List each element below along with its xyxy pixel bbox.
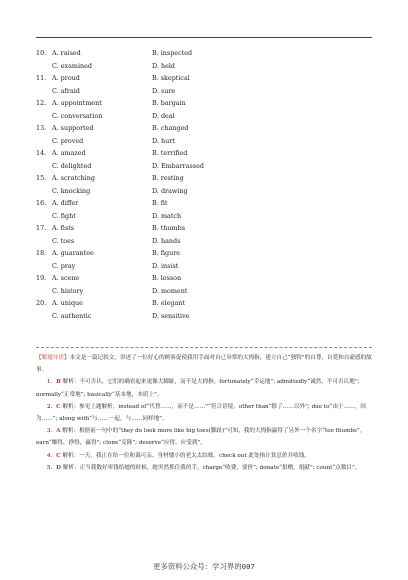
question-number: 12.: [36, 99, 47, 107]
option-d: D. insist: [152, 261, 179, 270]
option-d: D. deal: [152, 111, 175, 120]
item-text: 解析：不可否认，它们的确看起来更像大脚趾，而不是大拇指。fortunately“幸运地”; admittedly“诚然，不可否认地”; normally“正常地”; basically“基本地，本质上”。: [36, 379, 360, 398]
option-row: [36, 172, 372, 185]
option-d: D. moment: [152, 286, 188, 295]
option-c: C. history: [52, 286, 84, 295]
analysis-item: [36, 450, 372, 462]
option-c: C. delighted: [52, 161, 92, 170]
analysis-item: [36, 425, 372, 449]
option-b: B. resting: [152, 174, 184, 182]
option-row: [36, 135, 372, 148]
option-row: [36, 47, 372, 60]
question-number: 11.: [36, 74, 47, 82]
option-row: [36, 122, 372, 135]
question-number: 16.: [36, 199, 47, 207]
item-answer: A: [56, 428, 61, 435]
option-a: A. unique: [52, 299, 83, 307]
option-row: [36, 222, 372, 235]
option-b: B. lesson: [152, 274, 182, 282]
item-text: 解析：根据前一句中的“they do look more like big toes(脚趾)”可知，我的大拇指赢得了另外一个名字“toe thumbs”。earn“赚得，挣得，赢得”; clone“克隆”; deserve“应得，应受到”。: [36, 428, 366, 447]
option-b: B. terrified: [152, 149, 188, 157]
option-row: [36, 160, 372, 173]
option-b: B. elegant: [152, 299, 185, 307]
answer-analysis: [36, 352, 372, 474]
option-d: D. hurt: [152, 136, 175, 145]
question-number: 18.: [36, 249, 47, 257]
item-number: 2．: [47, 403, 57, 410]
option-a: A. amazed: [52, 149, 86, 157]
footer-note: 更多资料公众号：学习界的007: [152, 562, 256, 571]
option-d: D. match: [152, 211, 182, 220]
option-c: C. fight: [52, 211, 76, 220]
option-c: C. proved: [52, 136, 84, 145]
option-d: D. drawing: [152, 186, 188, 195]
option-row: [36, 210, 372, 223]
item-text: 解析：正当我数好零钱给她的时候，她突然抓住我的手。charge“收费，要价”; donate“捐赠，捐献”; count“点数目”。: [62, 464, 361, 471]
question-number: 19.: [36, 274, 47, 282]
option-row: [36, 85, 372, 98]
option-c: C. examined: [52, 61, 93, 70]
option-c: C. toes: [52, 236, 75, 245]
item-number: 4．: [47, 452, 57, 459]
option-row: [36, 72, 372, 85]
item-text: 解析：一天，我正在给一位和蔼可亲、身材矮小的老太太结账。check out 此处指计算总价并收钱。: [62, 452, 310, 459]
option-b: B. fit: [152, 199, 168, 207]
option-a: A. differ: [52, 199, 79, 207]
analysis-item: [36, 401, 372, 425]
option-row: [36, 235, 372, 248]
question-number: 15.: [36, 174, 47, 182]
analysis-item: [36, 462, 372, 474]
option-b: B. thumbs: [152, 224, 185, 232]
option-a: A. proud: [52, 74, 80, 82]
option-row: [36, 285, 372, 298]
question-number: 10.: [36, 49, 47, 57]
option-row: [36, 310, 372, 323]
option-d: D. sure: [152, 86, 176, 95]
option-a: A. supported: [52, 124, 94, 132]
analysis-tag: 【解题导语】: [36, 355, 70, 361]
question-number: 20.: [36, 299, 47, 307]
option-row: [36, 260, 372, 273]
option-row: [36, 60, 372, 73]
option-row: [36, 197, 372, 210]
item-number: 1．: [47, 379, 57, 386]
question-number: 17.: [36, 224, 47, 232]
option-row: [36, 272, 372, 285]
option-d: D. held: [152, 61, 175, 70]
answer-options-list: [36, 47, 372, 322]
option-row: [36, 185, 372, 198]
option-c: C. afraid: [52, 86, 80, 95]
option-a: A. fists: [52, 224, 75, 232]
option-a: A. scene: [52, 274, 80, 282]
option-c: C. knocking: [52, 186, 91, 195]
section-divider: [36, 347, 372, 348]
option-row: [36, 147, 372, 160]
item-answer: C: [56, 452, 61, 459]
option-b: B. bargain: [152, 99, 186, 107]
top-divider: [36, 37, 372, 38]
item-number: 3．: [47, 428, 57, 435]
option-a: A. appointment: [52, 99, 102, 107]
item-answer: C: [56, 403, 61, 410]
intro-text: 本文是一篇记叙文，讲述了一位好心的顾客促使我用手面对自己异常的大拇指，建立自己“独特”的自尊，自爱和自豪感的故事。: [36, 355, 372, 374]
item-text: 解析：参见上题解析。instead of“代替……，而不是……”“符合语境。other than“除了……以外”; due to“由于……，因为……”; along with“与……一起，与……同样地”。: [36, 403, 366, 423]
item-number: 5．: [47, 464, 57, 471]
question-number: 14.: [36, 149, 47, 157]
option-b: B. inspected: [152, 49, 193, 57]
option-a: A. raised: [52, 49, 81, 57]
option-row: [36, 97, 372, 110]
option-d: D. Embarrassed: [152, 161, 204, 170]
option-c: C. conversation: [52, 111, 103, 120]
option-b: B. figure: [152, 249, 181, 257]
option-c: C. pray: [52, 261, 76, 270]
option-a: A. scratching: [52, 174, 95, 182]
analysis-intro: [36, 352, 372, 376]
option-d: D. sensitive: [152, 311, 190, 320]
option-c: C. authentic: [52, 311, 92, 320]
option-b: B. changed: [152, 124, 189, 132]
item-answer: B: [56, 379, 61, 386]
option-row: [36, 110, 372, 123]
item-answer: D: [56, 464, 62, 471]
option-row: [36, 247, 372, 260]
option-a: A. guarantee: [52, 249, 94, 257]
question-number: 13.: [36, 124, 47, 132]
option-b: B. skeptical: [152, 74, 190, 82]
option-d: D. hands: [152, 236, 181, 245]
option-row: [36, 297, 372, 310]
analysis-item: [36, 376, 372, 400]
